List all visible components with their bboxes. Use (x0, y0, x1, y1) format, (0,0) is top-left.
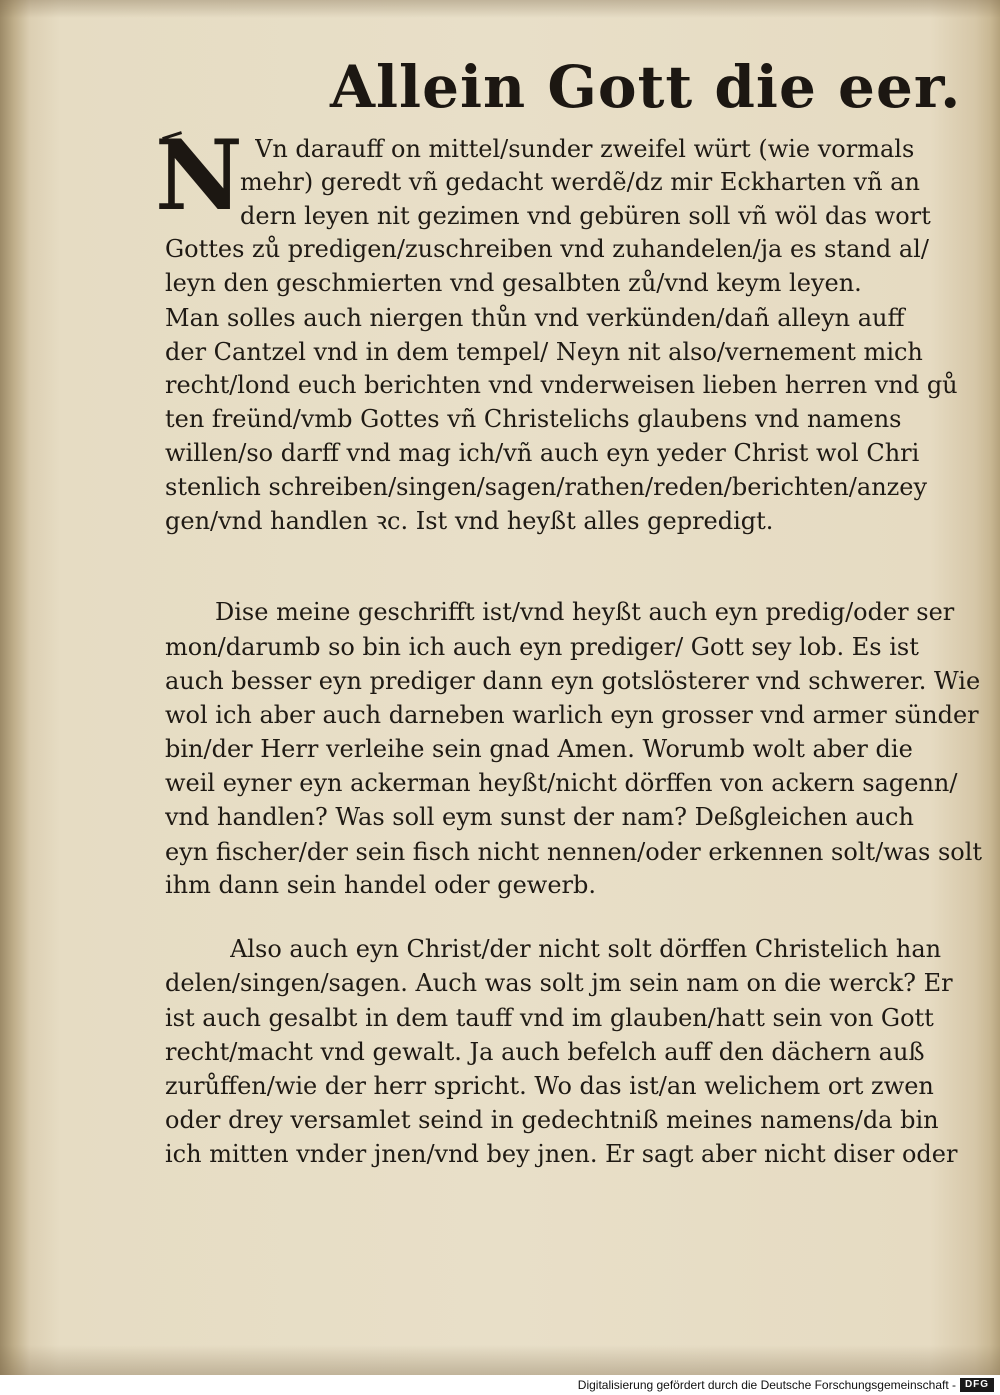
text-line: Man solles auch niergen thůn vnd verkünden/dañ alleyn auff (165, 304, 905, 332)
text-line: leyn den geschmierten vnd gesalbten zů/vnd keym leyen. (165, 269, 862, 297)
drop-initial-letter: N (155, 119, 243, 232)
text-line: eyn fischer/der sein fisch nicht nennen/oder erkennen solt/was solt (165, 838, 983, 866)
text-line: Gottes zů predigen/zuschreiben vnd zuhandelen/ja es stand al/ (165, 235, 929, 263)
text-line: zurůffen/wie der herr spricht. Wo das ist/an welichem ort zwen (165, 1072, 934, 1100)
text-line: Also auch eyn Christ/der nicht solt dörffen Christelich han (230, 935, 942, 963)
text-line: gen/vnd handlen ꝛc. Ist vnd heyßt alles gepredigt. (165, 507, 774, 535)
funding-notice: Digitalisierung gefördert durch die Deutsche Forschungsgemeinschaft - (577, 1378, 956, 1392)
text-line: stenlich schreiben/singen/sagen/rathen/reden/berichten/anzey (165, 473, 928, 501)
page-title: Allein Gott die eer. (330, 53, 962, 121)
text-line: mehr) geredt vñ gedacht werdẽ/dz mir Eckharten vñ an (240, 168, 920, 196)
drop-initial (155, 119, 243, 232)
text-line: oder drey versamlet seind in gedechtniß meines namens/da bin (165, 1106, 939, 1134)
text-line: ist auch gesalbt in dem tauff vnd im glauben/hatt sein von Gott (165, 1004, 934, 1032)
page-shadow-top (0, 0, 1000, 18)
text-line: vnd handlen? Was soll eym sunst der nam? Deßgleichen auch (165, 803, 914, 831)
text-line: wol ich aber auch darneben warlich eyn grosser vnd armer sünder (165, 701, 979, 729)
text-line: auch besser eyn prediger dann eyn gotslösterer vnd schwerer. Wie (165, 667, 981, 695)
text-line: weil eyner eyn ackerman heyßt/nicht dörffen von ackern sagenn/ (165, 769, 958, 797)
text-line: Vn darauff on mittel/sunder zweifel würt (wie vormals (255, 135, 915, 163)
text-line: delen/singen/sagen. Auch was solt jm sein nam on die werck? Er (165, 969, 953, 997)
dfg-logo-icon: DFG (960, 1378, 994, 1392)
footer-bar (0, 1375, 1000, 1395)
text-line: willen/so darff vnd mag ich/vñ auch eyn yeder Christ wol Chri (165, 439, 920, 467)
text-line: recht/lond euch berichten vnd vnderweisen lieben herren vnd gů (165, 371, 958, 399)
text-line: mon/darumb so bin ich auch eyn prediger/ Gott sey lob. Es ist (165, 633, 919, 661)
text-line: der Cantzel vnd in dem tempel/ Neyn nit also/vernement mich (165, 338, 923, 366)
text-line: ich mitten vnder jnen/vnd bey jnen. Er sagt aber nicht diser oder (165, 1140, 958, 1168)
text-line: Dise meine geschrifft ist/vnd heyßt auch eyn predig/oder ser (215, 598, 955, 626)
text-line: recht/macht vnd gewalt. Ja auch befelch auff den dächern auß (165, 1038, 925, 1066)
text-line: ihm dann sein handel oder gewerb. (165, 871, 597, 899)
text-line: dern leyen nit gezimen vnd gebüren soll vñ wöl das wort (240, 202, 931, 230)
text-line: ten freünd/vmb Gottes vñ Christelichs glaubens vnd namens (165, 405, 902, 433)
page-shadow-bottom (0, 1345, 1000, 1375)
text-line: bin/der Herr verleihe sein gnad Amen. Worumb wolt aber die (165, 735, 913, 763)
